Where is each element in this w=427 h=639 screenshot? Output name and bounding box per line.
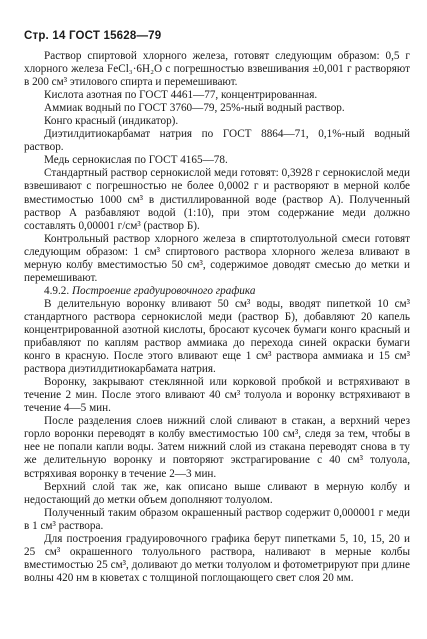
paragraph-copper-sulfate: Медь сернокислая по ГОСТ 4165—78. bbox=[44, 154, 228, 167]
paragraph-upper-layer: Верхний слой так же, как описано выше сливают в мерную колбу и недостающий до метки объем дополняют толуолом. bbox=[24, 480, 410, 506]
paragraph-colored-solution: Полученный таким образом окрашенный раствор содержит 0,000001 г меди в 1 см³ раствора. bbox=[24, 506, 410, 532]
paragraph-nitric-acid: Кислота азотная по ГОСТ 4461—77, концентрированная. bbox=[44, 89, 318, 102]
page-header: Стр. 14 ГОСТ 15628—79 bbox=[24, 30, 162, 42]
paragraph-congo-red: Конго красный (индикатор). bbox=[44, 115, 179, 128]
paragraph-control-solution: Контрольный раствор хлорного железа в спиртотолуольной смеси готовят следующим образом: 1 см³ спиртового раствора хлорного железа вливают в мерную колбу вместимостью 50 см³, содержимое доводят смесью до метки и перемешивают. bbox=[24, 232, 410, 284]
paragraph-funnel-procedure: В делительную воронку вливают 50 см³ воды, вводят пипеткой 10 см³ стандартного раствора сернокислой меди (раствор Б), добавляют 20 капель концентрированной азотной кислоты, бросают кусочек бумаги конго красный и прибавляют по каплям раствор аммиака до перехода синей окраски бумаги конго в красную. После этого вливают еще 1 см³ раствора аммиака и 15 см³ раствора диэтилдитиокарбамата натрия. bbox=[24, 297, 410, 376]
document-body bbox=[24, 50, 410, 585]
paragraph-calibration-graph: Для построения градуировочного графика берут пипетками 5, 10, 15, 20 и 25 см³ окрашенного толуольного раствора, наливают в мерные колбы вместимостью 25 см³, доливают до метки толуолом и фотометрируют при длине волны 420 нм в кюветах с толщиной поглощающего свет слоя 20 мм. bbox=[24, 532, 410, 584]
paragraph-ammonia: Аммиак водный по ГОСТ 3760—79, 25%-ный водный раствор. bbox=[44, 102, 345, 115]
paragraph-layer-separation: После разделения слоев нижний слой сливают в стакан, а верхний через горло воронки переводят в колбу вместимостью 100 см³, следя за тем, чтобы в нее не попали капли воды. Затем нижний слой из стакана переводят снова в ту же делительную воронку и повторяют экстрагирование с 40 см³ толуола, встряхивая воронку в течение 2—3 мин. bbox=[24, 415, 410, 480]
paragraph-standard-solution: Стандартный раствор сернокислой меди готовят: 0,3928 г сернокислой меди взвешивают с погрешностью не более 0,0002 г и растворяют в мерной колбе вместимостью 1000 см³ в дистиллированной воде (раствор А). Полученный раствор А разбавляют водой (1:10), при этом содержание меди должно составлять 0,00001 г/см³ (раствор Б). bbox=[24, 167, 410, 232]
paragraph-shaking: Воронку, закрывают стеклянной или корковой пробкой и встряхивают в течение 2 мин. После этого вливают 40 см³ толуола и воронку встряхивают в течение 4—5 мин. bbox=[24, 376, 410, 415]
paragraph-spirit-solution: Раствор спиртовой хлорного железа, готовят следующим образом: 0,5 г хлорного железа FeCl₃·6H₂O с погрешностью взвешивания ±0,001 г растворяют в 200 см³ этилового спирта и перемешивают. bbox=[24, 50, 410, 89]
section-heading-title: Построение градуировочного графика bbox=[71, 284, 256, 297]
paragraph-diethyldithiocarbamate: Диэтилдитиокарбамат натрия по ГОСТ 8864—71, 0,1%-ный водный раствор. bbox=[24, 128, 410, 154]
section-heading-calibration: 4.9.2. Построение градуировочного графика bbox=[44, 284, 256, 297]
